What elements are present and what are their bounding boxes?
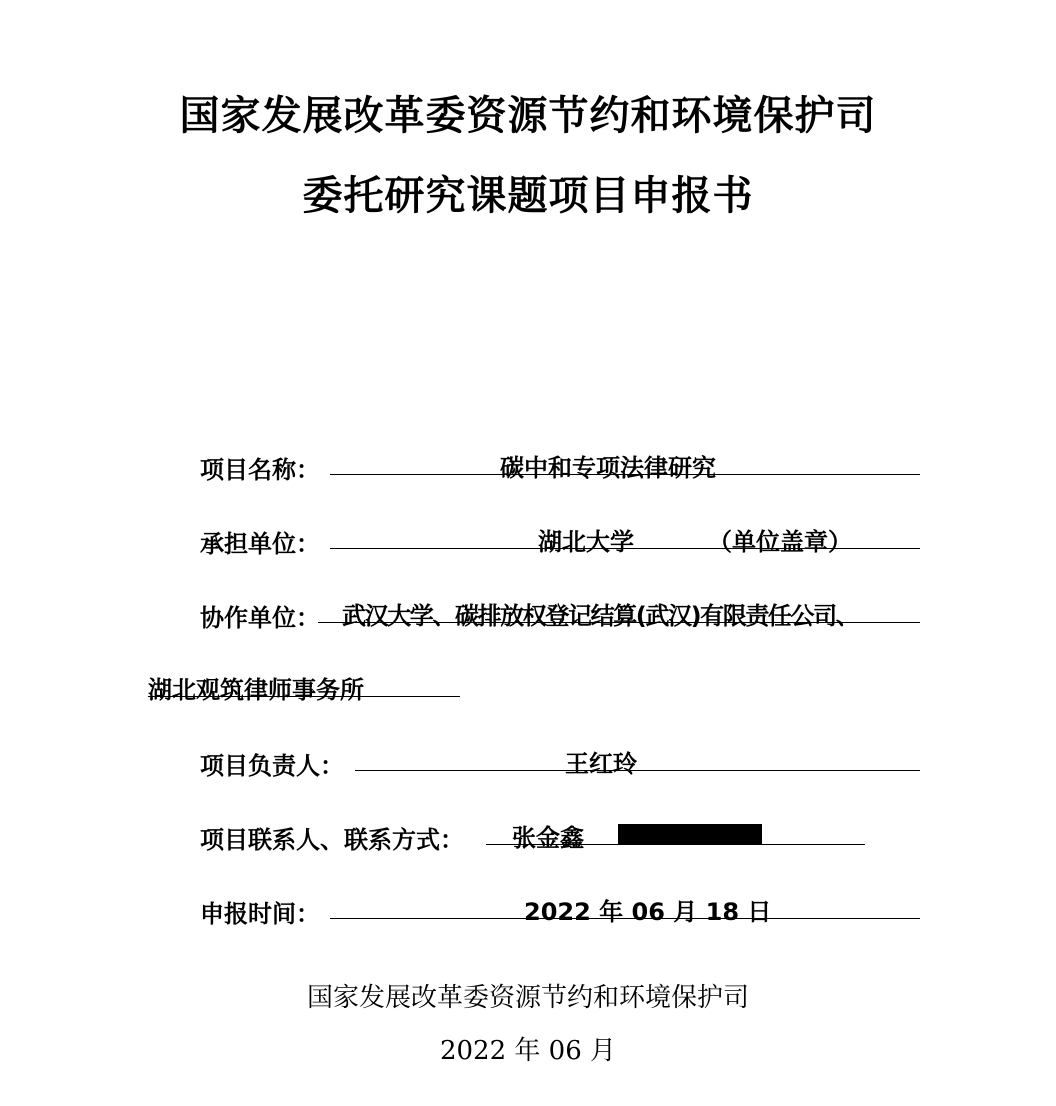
- undertaking-unit-label: 承担单位：: [200, 530, 320, 558]
- project-name-label: 项目名称：: [200, 456, 320, 484]
- project-name-row: [200, 444, 920, 484]
- redacted-phone: [618, 824, 762, 844]
- cooperating-unit-field-line1: [318, 592, 920, 630]
- application-date-label: 申报时间：: [200, 900, 320, 928]
- contact-value: 张金鑫: [512, 824, 584, 852]
- contact-row: [200, 814, 870, 854]
- undertaking-unit-row: [200, 518, 920, 558]
- cooperating-unit-field-line2: [148, 666, 460, 704]
- cooperating-unit-value-line2: 湖北观筑律师事务所: [148, 676, 364, 704]
- cooperating-unit-value-line1: 武汉大学、碳排放权登记结算(武汉)有限责任公司、: [342, 602, 859, 630]
- document-title-line1: 国家发展改革委资源节约和环境保护司: [179, 93, 877, 139]
- application-date-field: [330, 888, 920, 926]
- project-leader-label: 项目负责人：: [200, 752, 344, 780]
- cooperating-unit-label: 协作单位：: [200, 604, 320, 632]
- project-leader-value: 王红玲: [565, 750, 637, 778]
- cooperating-unit-row2: [148, 666, 468, 706]
- contact-field: [486, 814, 865, 852]
- seal-note: （单位盖章）: [708, 528, 852, 556]
- footer-date: 2022 年 06 月: [439, 1036, 617, 1066]
- undertaking-unit-field: [330, 518, 920, 556]
- project-leader-field: [355, 740, 920, 778]
- undertaking-unit-value: 湖北大学: [538, 528, 634, 556]
- document-title-line2: 委托研究课题项目申报书: [302, 173, 754, 219]
- project-leader-row: [200, 740, 920, 780]
- application-date-value: 2022 年 06 月 18 日: [524, 898, 772, 926]
- application-date-row: [200, 888, 920, 928]
- project-name-value: 碳中和专项法律研究: [500, 454, 716, 482]
- contact-label: 项目联系人、联系方式：: [200, 826, 464, 854]
- project-name-field: [330, 444, 920, 482]
- footer-organization: 国家发展改革委资源节约和环境保护司: [306, 983, 749, 1013]
- cooperating-unit-row: [200, 592, 920, 632]
